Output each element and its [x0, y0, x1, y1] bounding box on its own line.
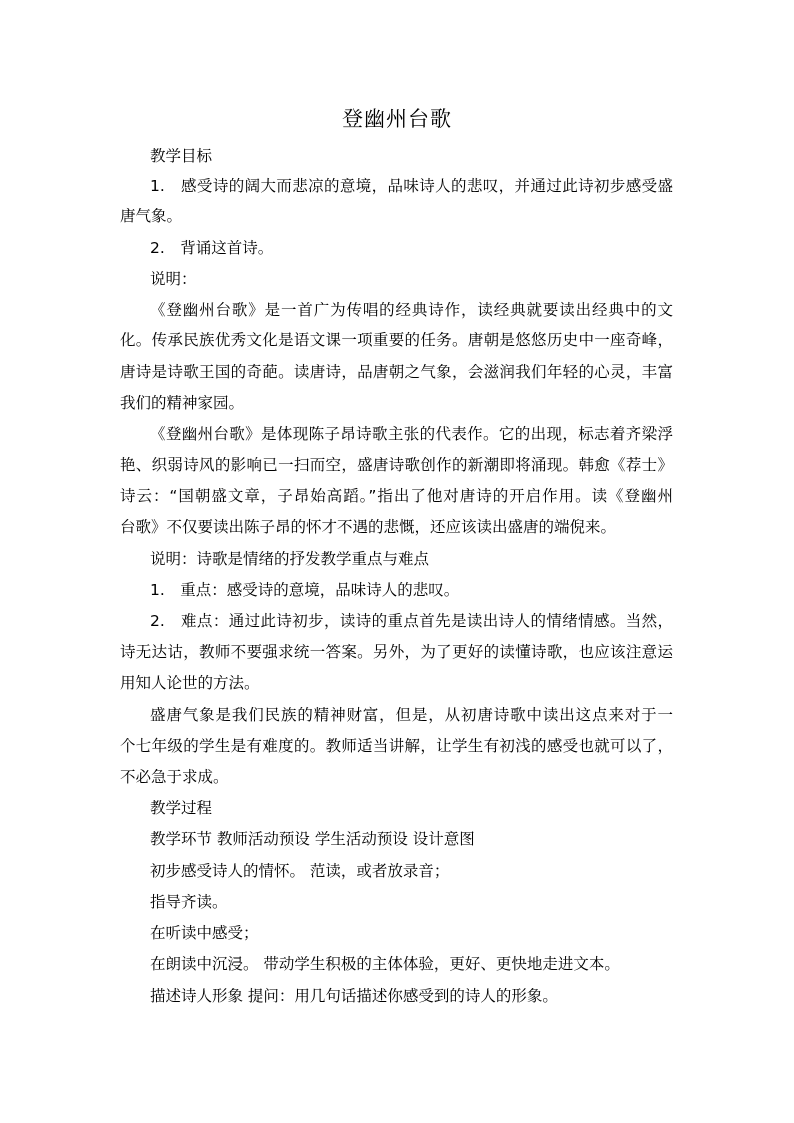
goal-1-line-1: 1. 感受诗的阔大而悲凉的意境，品味诗人的悲叹，并通过此诗初步感受盛: [150, 177, 673, 195]
paragraph-1-line-3: 唐诗是诗歌王国的奇葩。读唐诗，品唐朝之气象，会滋润我们年轻的心灵，丰富: [120, 363, 673, 381]
process-row-1: 初步感受诗人的情怀。 范读，或者放录音；: [150, 862, 450, 880]
goal-1-line-2: 唐气象。: [120, 207, 183, 225]
key-point-2-line-3: 用知人论世的方法。: [120, 674, 260, 692]
paragraph-3-line-2: 个七年级的学生是有难度的。教师适当讲解，让学生有初浅的感受也就可以了，: [120, 737, 673, 755]
paragraph-1-line-1: 《登幽州台歌》是一首广为传唱的经典诗作，读经典就要读出经典中的文: [150, 301, 673, 319]
process-row-5: 描述诗人形象 提问：用几句话描述你感受到的诗人的形象。: [150, 987, 558, 1005]
paragraph-2-line-2: 艳、织弱诗风的影响已一扫而空，盛唐诗歌创作的新潮即将涌现。韩愈《荐士》: [120, 456, 673, 474]
note-2: 说明：诗歌是情绪的抒发教学重点与难点: [150, 550, 430, 568]
goals-heading: 教学目标: [150, 147, 213, 165]
paragraph-2-line-3: 诗云：“国朝盛文章，子昂始高蹈。”指出了他对唐诗的开启作用。读《登幽州: [120, 487, 673, 505]
paragraph-3-line-3: 不必急于求成。: [120, 768, 229, 786]
paragraph-2-line-1: 《登幽州台歌》是体现陈子昂诗歌主张的代表作。它的出现，标志着齐梁浮: [150, 425, 673, 443]
key-point-1: 1. 重点：感受诗的意境，品味诗人的悲叹。: [150, 581, 460, 599]
paragraph-1-line-2: 化。传承民族优秀文化是语文课一项重要的任务。唐朝是悠悠历史中一座奇峰，: [120, 331, 673, 349]
process-row-2: 指导齐读。: [150, 893, 228, 911]
page-title: 登幽州台歌: [342, 107, 452, 131]
process-heading: 教学过程: [150, 799, 213, 817]
goal-2: 2. 背诵这首诗。: [150, 239, 274, 257]
key-point-2-line-2: 诗无达诂，教师不要强求统一答案。另外，为了更好的读懂诗歌，也应该注意运: [120, 643, 673, 661]
note-heading: 说明：: [150, 270, 197, 288]
process-row-3: 在听读中感受；: [150, 924, 259, 942]
paragraph-1-line-4: 我们的精神家园。: [120, 394, 245, 412]
process-row-4: 在朗读中沉浸。 带动学生积极的主体体验，更好、更快地走进文本。: [150, 955, 620, 973]
process-table-header: 教学环节 教师活动预设 学生活动预设 设计意图: [150, 830, 475, 848]
key-point-2-line-1: 2. 难点：通过此诗初步，读诗的重点首先是读出诗人的情绪情感。当然，: [150, 612, 673, 630]
paragraph-3-line-1: 盛唐气象是我们民族的精神财富，但是，从初唐诗歌中读出这点来对于一: [150, 706, 673, 724]
paragraph-2-line-4: 台歌》不仅要读出陈子昂的怀才不遇的悲慨，还应该读出盛唐的端倪来。: [120, 518, 617, 536]
